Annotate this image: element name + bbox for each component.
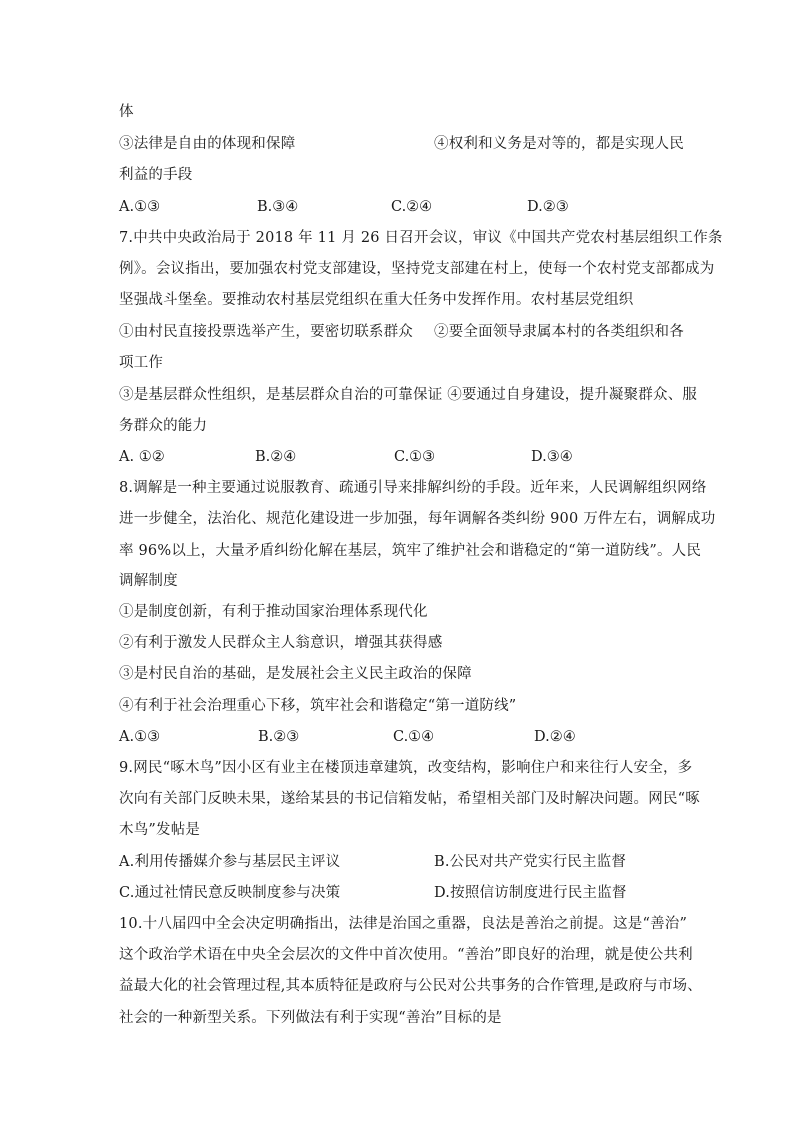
option-statement-2: ②有利于激发人民群众主人翁意识，增强其获得感 bbox=[119, 635, 443, 651]
option-d: D.按照信访制度进行民主监督 bbox=[434, 885, 627, 901]
option-statement-2: ②要全面领导隶属本村的各类组织和各 bbox=[434, 324, 684, 340]
question-10-stem: 社会的一种新型关系。下列做法有利于实现“善治”目标的是 bbox=[119, 1010, 502, 1026]
option-c: C.①④ bbox=[393, 729, 435, 745]
text-line: 务群众的能力 bbox=[119, 418, 208, 434]
option-a: A.利用传播媒介参与基层民主评议 bbox=[119, 854, 341, 870]
question-7-stem: 例》。会议指出，要加强农村党支部建设，坚持党支部建在村上，使每一个农村党支部都成为 bbox=[119, 261, 715, 277]
question-9-stem: 次向有关部门反映未果，遂给某县的书记信箱发帖，希望相关部门及时解决问题。网民“啄 bbox=[119, 791, 700, 807]
question-9-stem: 木鸟”发帖是 bbox=[119, 822, 201, 838]
option-d: D.②③ bbox=[527, 199, 569, 215]
answer-options-q8 bbox=[119, 727, 679, 747]
option-d: D.③④ bbox=[531, 449, 573, 465]
text-line: 体 bbox=[119, 104, 134, 120]
question-7-stem: 坚强战斗堡垒。要推动农村基层党组织在重大任务中发挥作用。农村基层党组织 bbox=[119, 292, 634, 308]
question-10-stem: 这个政治学术语在中央全会层次的文件中首次使用。“善治”即良好的治理，就是使公共利 bbox=[119, 947, 693, 963]
question-8-stem: 8.调解是一种主要通过说服教育、疏通引导来排解纠纷的手段。近年来，人民调解组织网络 bbox=[119, 480, 707, 496]
option-statement-4: ④权利和义务是对等的，都是实现人民 bbox=[434, 136, 684, 152]
option-d: D.②④ bbox=[534, 729, 576, 745]
option-statement-4: ④有利于社会治理重心下移，筑牢社会和谐稳定“第一道防线” bbox=[119, 698, 517, 714]
option-statement-3-4: ③是基层群众性组织，是基层群众自治的可靠保证 ④要通过自身建设，提升凝聚群众、服 bbox=[119, 387, 698, 403]
option-c: C.②④ bbox=[391, 199, 433, 215]
question-8-stem: 进一步健全，法治化、规范化建设进一步加强，每年调解各类纠纷 900 万件左右，调解成功 bbox=[119, 511, 716, 527]
answer-options-q6 bbox=[119, 197, 679, 217]
option-a: A.①③ bbox=[119, 729, 161, 745]
question-10-stem: 10.十八届四中全会决定明确指出，法律是治国之重器，良法是善治之前提。这是“善治” bbox=[119, 916, 688, 932]
option-c: C.通过社情民意反映制度参与决策 bbox=[119, 885, 341, 901]
question-8-stem: 率 96%以上，大量矛盾纠纷化解在基层，筑牢了维护社会和谐稳定的“第一道防线”。人民 bbox=[119, 543, 702, 559]
text-line: 项工作 bbox=[119, 355, 164, 371]
option-a: A. ①② bbox=[119, 449, 165, 465]
answer-options-q7 bbox=[119, 447, 679, 467]
question-10-stem: 益最大化的社会管理过程,其本质特征是政府与公民对公共事务的合作管理,是政府与市场、 bbox=[119, 978, 702, 994]
option-b: B.③④ bbox=[257, 199, 299, 215]
option-b: B.②④ bbox=[255, 449, 297, 465]
option-statement-1: ①是制度创新，有利于推动国家治理体系现代化 bbox=[119, 604, 428, 620]
option-statement-3: ③是村民自治的基础，是发展社会主义民主政治的保障 bbox=[119, 666, 472, 682]
question-9-stem: 9.网民“啄木鸟”因小区有业主在楼顶违章建筑，改变结构，影响住户和来往行人安全，多 bbox=[119, 760, 693, 776]
option-statement-3: ③法律是自由的体现和保障 bbox=[119, 136, 296, 152]
question-7-stem: 7.中共中央政治局于 2018 年 11 月 26 日召开会议，审议《中国共产党农村基层组织工作条 bbox=[119, 230, 723, 246]
question-8-stem: 调解制度 bbox=[119, 573, 178, 589]
option-a: A.①③ bbox=[119, 199, 161, 215]
text-line: 利益的手段 bbox=[119, 167, 193, 183]
option-c: C.①③ bbox=[394, 449, 436, 465]
option-b: B.公民对共产党实行民主监督 bbox=[434, 854, 627, 870]
option-b: B.②③ bbox=[258, 729, 300, 745]
option-statement-1: ①由村民直接投票选举产生，要密切联系群众 bbox=[119, 324, 413, 340]
